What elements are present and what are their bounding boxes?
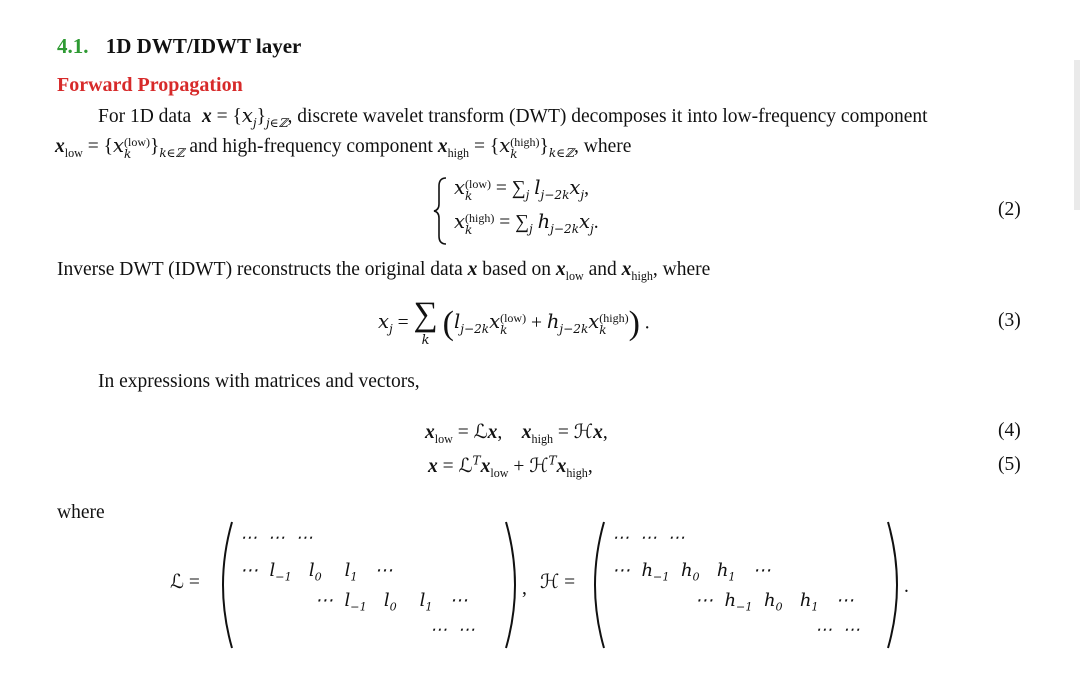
equation-5: $x = ℒ^Tx_{low}$ + $ℋ^Tx_{high}$,	[428, 453, 593, 480]
matrix-h-row-2: ⋯ $h_{-1}$ $h_0$ $h_1$ ⋯	[612, 560, 771, 584]
paragraph-1-line-1: For 1D data $x = \{x_j\}_{j\in ℤ}$, discrete wavelet transform (DWT) decomposes it into low-frequency component	[98, 104, 928, 130]
equation-2-tag: (2)	[998, 199, 1021, 220]
section-heading	[57, 34, 301, 59]
matrix-h-row-4: ⋯ ⋯	[815, 620, 860, 640]
left-brace-icon	[432, 176, 450, 246]
matrix-separator: ,	[522, 578, 527, 599]
matrix-l-label: ℒ =	[170, 572, 200, 593]
subsection-title: Forward Propagation	[57, 74, 243, 96]
p1-text-a: For 1D data	[98, 106, 192, 127]
p1-text-c: and high-frequency component	[189, 136, 433, 157]
paragraph-4: where	[57, 502, 105, 523]
matrix-l-row-1: ⋯ ⋯ ⋯	[240, 528, 313, 548]
matrix-l-row-4: ⋯ ⋯	[430, 620, 475, 640]
p2-text-a: Inverse DWT (IDWT) reconstructs the original data	[57, 259, 463, 280]
section-number: 4.1.	[57, 34, 89, 58]
matrix-h-label: ℋ =	[540, 572, 576, 593]
p2-text-d: where	[662, 259, 711, 280]
equation-4: $x_{low}$ = ℒx, $x_{high}$ = ℋx,	[425, 422, 608, 446]
matrix-l-row-2: ⋯ $l_{-1}$ $l_0$ $l_1$ ⋯	[240, 560, 393, 584]
paragraph-3: In expressions with matrices and vectors,	[98, 371, 420, 392]
page-edge	[1074, 60, 1080, 210]
matrix-l-row-3: ⋯ $l_{-1}$ $l_0$ $l_1$ ⋯	[315, 590, 468, 614]
matrix-h-row-3: ⋯ $h_{-1}$ $h_0$ $h_1$ ⋯	[695, 590, 854, 614]
paragraph-1-line-2: $x_{low} = \{x$ (low) k }$_{k\in ℤ}$ and high-frequency component $x_{high} = \{x$ (high) k }$_{k\in ℤ}$, where	[55, 134, 632, 161]
paragraph-2: Inverse DWT (IDWT) reconstructs the original data x based on $x_{low}$ and $x_{high}$, where	[57, 259, 711, 283]
equation-4-tag: (4)	[998, 420, 1021, 441]
p1-text-b: discrete wavelet transform (DWT) decomposes it into low-frequency component	[297, 106, 928, 127]
p1-text-d: where	[583, 136, 632, 157]
equation-end-period: .	[904, 576, 909, 597]
p2-text-b: based on	[482, 259, 552, 280]
equation-3: $x_j$ = ∑ k ($l_{j-2k}x$ (low) k + $h_{j-2k}x$ (high) k ) .	[378, 296, 650, 348]
equation-3-tag: (3)	[998, 310, 1021, 331]
matrix-h-row-1: ⋯ ⋯ ⋯	[612, 528, 685, 548]
equation-5-tag: (5)	[998, 454, 1021, 475]
p2-text-c: and	[588, 259, 617, 280]
section-title: 1D DWT/IDWT layer	[105, 34, 302, 58]
